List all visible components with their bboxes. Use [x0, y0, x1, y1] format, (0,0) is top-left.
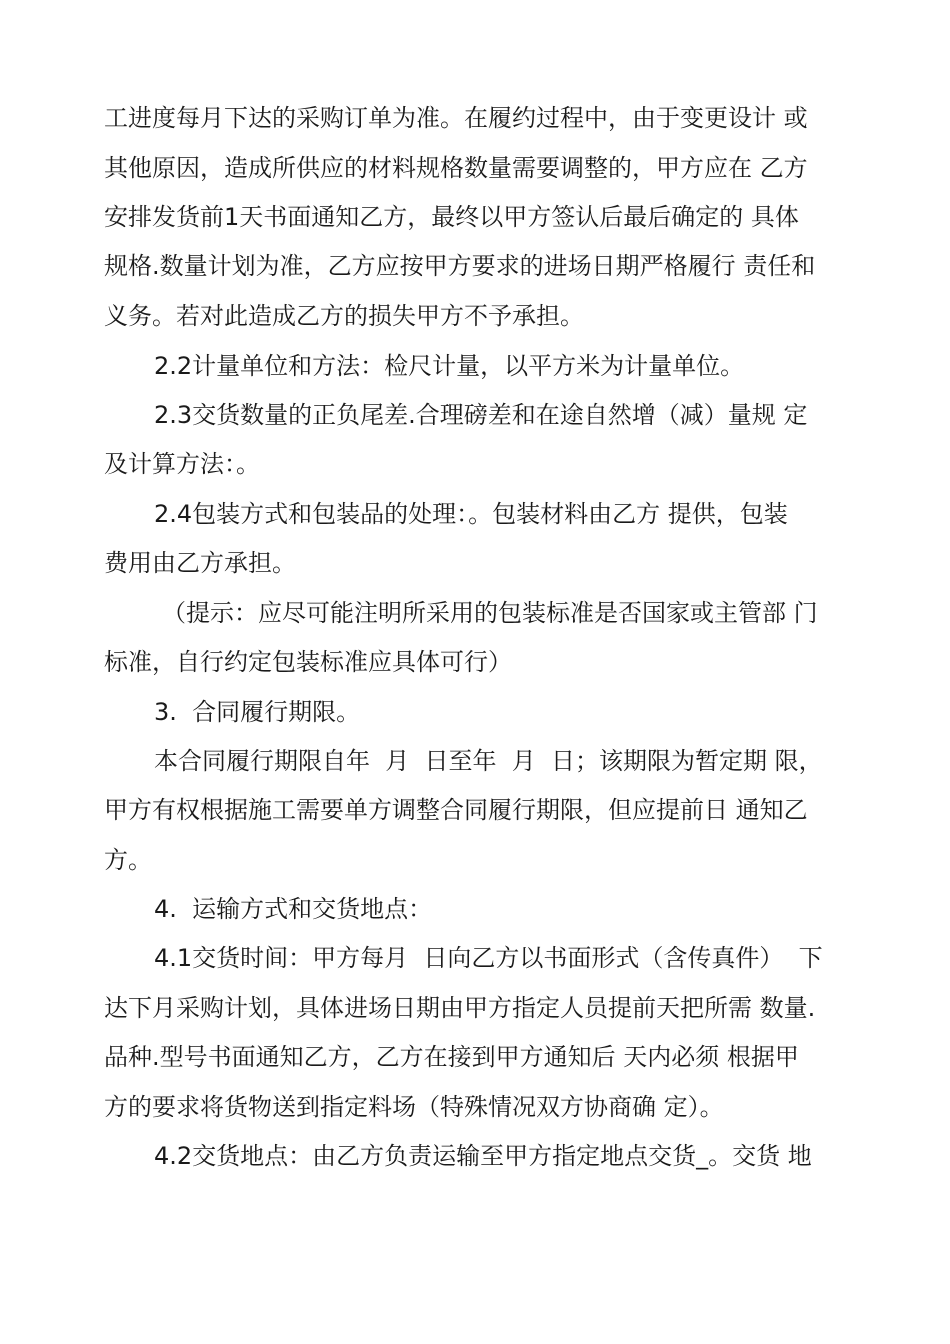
text-line: 工进度每月下达的采购订单为准。在履约过程中，由于变更设计 或: [104, 104, 808, 132]
text-line: 甲方有权根据施工需要单方调整合同履行期限，但应提前日 通知乙: [104, 796, 808, 824]
text-line: 2.2计量单位和方法：检尺计量，以平方米为计量单位。: [154, 352, 745, 380]
text-line: 安排发货前1天书面通知乙方，最终以甲方签认后最后确定的 具体: [104, 203, 799, 231]
section-heading: 4. 运输方式和交货地点：: [154, 895, 433, 923]
text-line: 2.4包装方式和包装品的处理：。包装材料由乙方 提供，包装: [154, 500, 788, 528]
text-line: 费用由乙方承担。: [104, 549, 296, 577]
text-line: 标准，自行约定包装标准应具体可行）: [104, 648, 512, 676]
text-line: 2.3交货数量的正负尾差.合理磅差和在途自然增（减）量规 定: [154, 401, 808, 429]
text-line: 4.2交货地点：由乙方负责运输至甲方指定地点交货_。交货 地: [154, 1142, 812, 1170]
text-line: 本合同履行期限自年 月 日至年 月 日；该期限为暂定期 限，: [154, 747, 823, 775]
text-line: 规格.数量计划为准，乙方应按甲方要求的进场日期严格履行 责任和: [104, 252, 816, 280]
text-line: 方。: [104, 846, 152, 874]
text-line: 义务。若对此造成乙方的损失甲方不予承担。: [104, 302, 584, 330]
text-line: 品种.型号书面通知乙方，乙方在接到甲方通知后 天内必须 根据甲: [104, 1043, 799, 1071]
text-line: 方的要求将货物送到指定料场（特殊情况双方协商确 定）。: [104, 1093, 724, 1121]
text-line: 4.1交货时间：甲方每月 日向乙方以书面形式（含传真件） 下: [154, 944, 823, 972]
section-heading: 3. 合同履行期限。: [154, 698, 361, 726]
text-line: 达下月采购计划，具体进场日期由甲方指定人员提前天把所需 数量.: [104, 994, 816, 1022]
text-line: 及计算方法：。: [104, 450, 260, 478]
text-line: 其他原因，造成所供应的材料规格数量需要调整的，甲方应在 乙方: [104, 154, 808, 182]
text-line: （提示：应尽可能注明所采用的包装标准是否国家或主管部 门: [162, 599, 818, 627]
